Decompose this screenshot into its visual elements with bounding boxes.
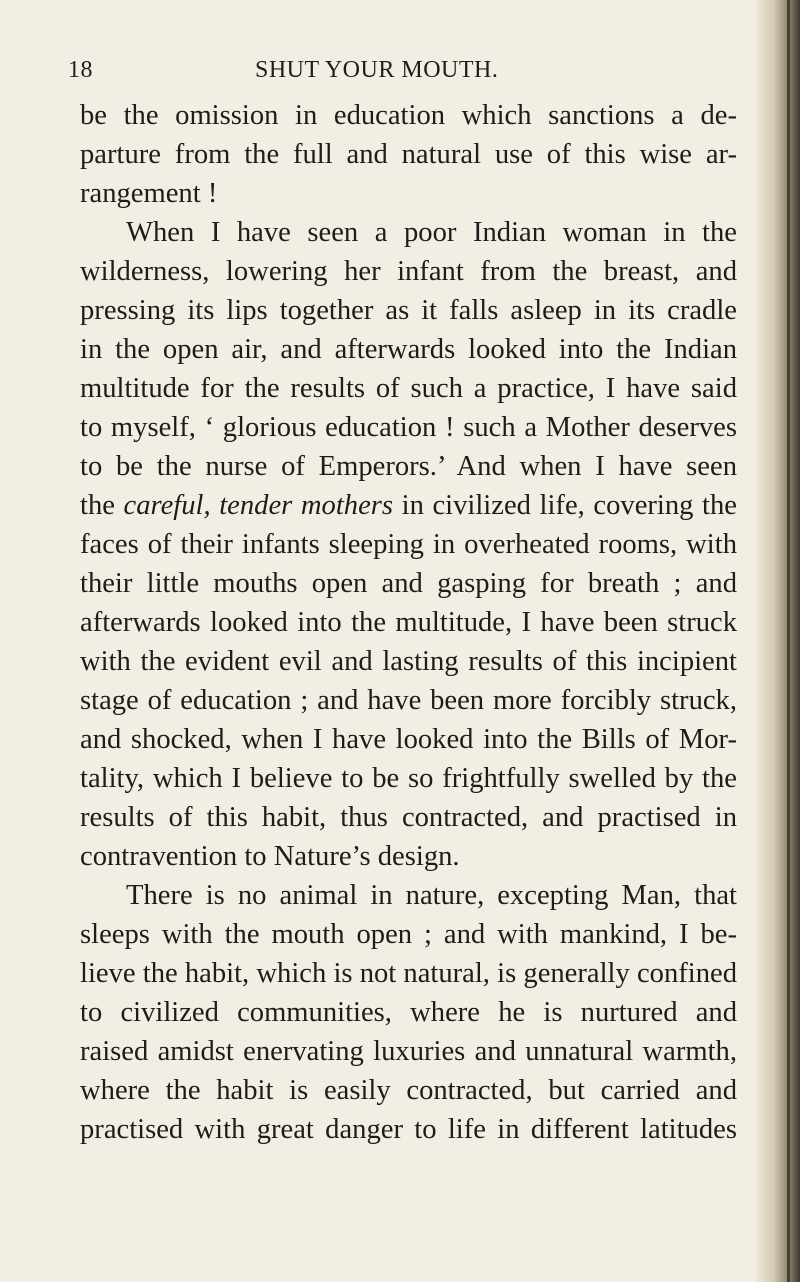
- running-title: SHUT YOUR MOUTH.: [255, 57, 499, 83]
- text-line-7: in the open air, and afterwards looked into the Indian: [80, 334, 737, 365]
- text-line-20: contravention to Nature’s design.: [80, 841, 460, 872]
- text-line-22: sleeps with the mouth open ; and with mankind, I be-: [80, 919, 737, 950]
- text-line-15: with the evident evil and lasting results of this incipient: [80, 646, 737, 677]
- text-line-9: to myself, ‘ glorious education ! such a Mother deserves: [80, 412, 737, 443]
- italic-phrase: careful, tender mothers: [123, 490, 394, 521]
- text-line-18: tality, which I believe to be so frightfully swelled by the: [80, 763, 737, 794]
- page-gutter-shadow: [756, 0, 800, 1282]
- text-line-19: results of this habit, thus contracted, and practised in: [80, 802, 737, 833]
- text-line-3: rangement !: [80, 178, 218, 209]
- text-line-24: to civilized communities, where he is nurtured and: [80, 997, 737, 1028]
- text-line-25: raised amidst enervating luxuries and unnatural warmth,: [80, 1036, 737, 1067]
- text-line-12: faces of their infants sleeping in overheated rooms, with: [80, 529, 737, 560]
- text-line-16: stage of education ; and have been more forcibly struck,: [80, 685, 737, 716]
- text-line-8: multitude for the results of such a practice, I have said: [80, 373, 737, 404]
- line-11-start: the: [80, 490, 124, 521]
- text-line-23: lieve the habit, which is not natural, is generally confined: [80, 958, 737, 989]
- text-line-6: pressing its lips together as it falls asleep in its cradle: [80, 295, 737, 326]
- text-line-10: to be the nurse of Emperors.’ And when I have seen: [80, 451, 737, 482]
- text-line-14: afterwards looked into the multitude, I have been struck: [80, 607, 737, 638]
- text-line-1: be the omission in education which sanctions a de-: [80, 100, 737, 131]
- line-11-end: in civilized life, covering the: [393, 490, 737, 521]
- text-line-4: When I have seen a poor Indian woman in the: [126, 217, 737, 248]
- text-line-17: and shocked, when I have looked into the Bills of Mor-: [80, 724, 737, 755]
- text-line-5: wilderness, lowering her infant from the breast, and: [80, 256, 737, 287]
- text-line-27: practised with great danger to life in different latitudes: [80, 1114, 737, 1145]
- text-line-21: There is no animal in nature, excepting Man, that: [126, 880, 737, 911]
- binding-edge: [787, 0, 790, 1282]
- text-line-13: their little mouths open and gasping for breath ; and: [80, 568, 737, 599]
- text-line-11: [80, 489, 737, 523]
- text-line-26: where the habit is easily contracted, but carried and: [80, 1075, 737, 1106]
- page-number: 18: [68, 57, 93, 83]
- text-line-2: parture from the full and natural use of this wise ar-: [80, 139, 737, 170]
